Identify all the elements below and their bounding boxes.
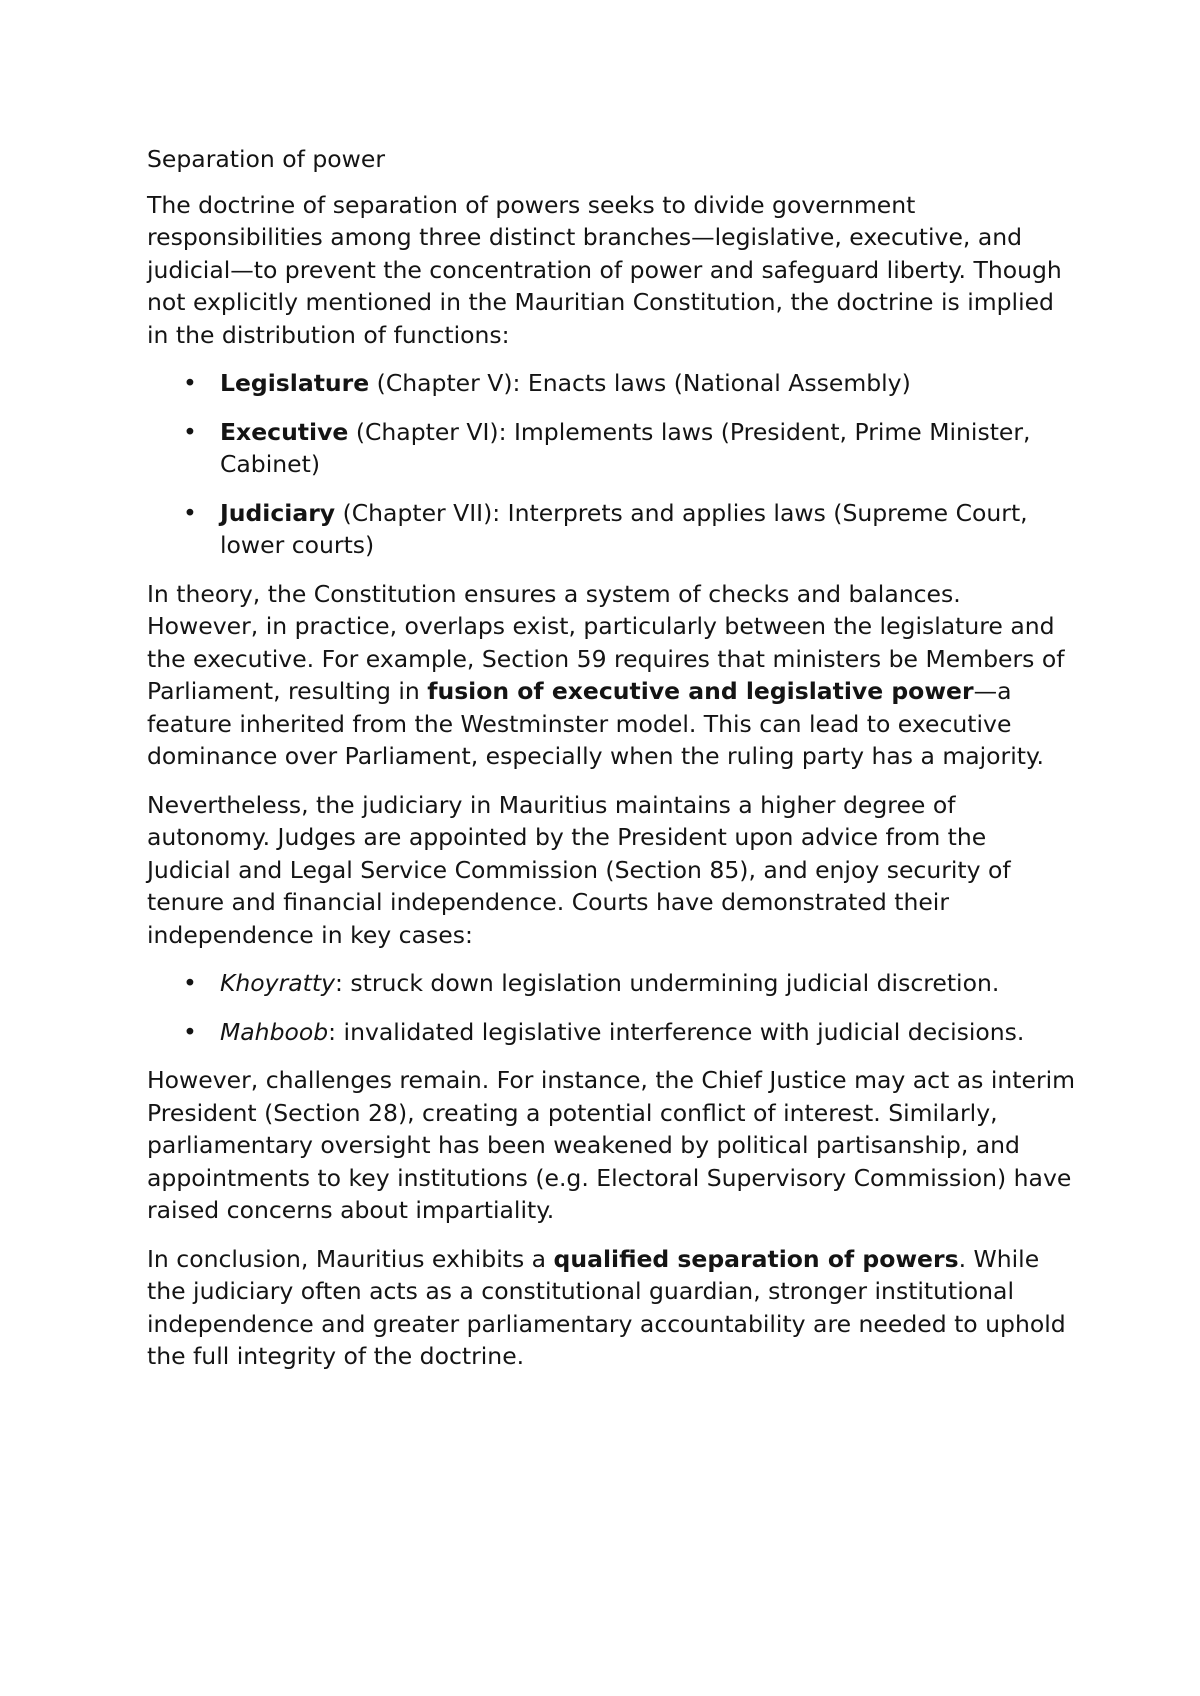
challenges-paragraph: However, challenges remain. For instance, the Chief Justice may act as interim President (Section 28), creating a potential conflict of interest. Similarly, parliamentary oversight has been weakened by political partisanship, and appointments to key institutions (e.g. Electoral Supervisory Commission) have raised concerns about impartiality.	[147, 1066, 1076, 1224]
bullet-icon: •	[183, 498, 197, 527]
conclusion-paragraph	[147, 1243, 1077, 1373]
branch-term: Executive	[220, 417, 349, 446]
list-item-executive	[147, 416, 1077, 481]
list-item-case-mahboob	[147, 1016, 1077, 1049]
case-name: Mahboob	[220, 1017, 329, 1046]
case-description: : invalidated legislative interference with judicial decisions.	[328, 1017, 1025, 1046]
list-item-case-khoyratty	[147, 967, 1077, 1000]
document-body	[147, 143, 1077, 1389]
intro-paragraph: The doctrine of separation of powers seeks to divide government responsibilities among three distinct branches—legislative, executive, and judicial—to prevent the concentration of power and safeguard liberty. Though not explicitly mentioned in the Mauritian Constitution, the doctrine is implied in the distribution of functions:	[147, 190, 1062, 349]
bullet-icon: •	[183, 417, 197, 446]
branch-term: Legislature	[220, 369, 370, 397]
case-name: Khoyratty	[220, 969, 335, 997]
bullet-icon: •	[183, 1017, 197, 1046]
theory-paragraph	[147, 578, 1077, 773]
branches-list	[147, 367, 1077, 562]
conclusion-text-end: . While the judiciary often acts as a constitutional guardian, stronger institutional independence and greater parliamentary accountability are needed to uphold the full integrity of the doctrine.	[147, 1244, 1066, 1370]
list-item-legislature	[147, 367, 1077, 400]
bullet-icon: •	[183, 969, 197, 997]
bullet-icon: •	[183, 369, 197, 397]
list-item-judiciary	[147, 497, 1077, 562]
branch-description: (Chapter V): Enacts laws (National Assembly)	[369, 369, 911, 397]
theory-text-start: In theory, the Constitution ensures a system of checks and balances. However, in practice, overlaps exist, particularly between the legislature and the executive. For example, Section 59 requires that ministers be Members of Parliament, resulting in	[147, 579, 1065, 705]
branch-description: (Chapter VII): Interprets and applies laws (Supreme Court, lower courts)	[220, 498, 1028, 559]
document-title: Separation of power	[147, 145, 385, 173]
case-description: : struck down legislation undermining judicial discretion.	[335, 969, 1000, 997]
theory-emphasis: fusion of executive and legislative power	[427, 677, 974, 705]
conclusion-text-start: In conclusion, Mauritius exhibits a	[147, 1244, 554, 1273]
theory-text-end: —a feature inherited from the Westminster model. This can lead to executive dominance over Parliament, especially when the ruling party has a majority.	[147, 677, 1044, 770]
cases-list	[147, 967, 1077, 1048]
branch-term: Judiciary	[220, 498, 336, 527]
conclusion-emphasis: qualified separation of powers	[553, 1244, 959, 1273]
branch-description: (Chapter VI): Implements laws (President, Prime Minister, Cabinet)	[220, 417, 1031, 478]
judiciary-paragraph: Nevertheless, the judiciary in Mauritius maintains a higher degree of autonomy. Judges are appointed by the President upon advice from the Judicial and Legal Service Commission (Section 85), and enjoy security of tenure and financial independence. Courts have demonstrated their independence in key cases:	[147, 790, 1011, 949]
